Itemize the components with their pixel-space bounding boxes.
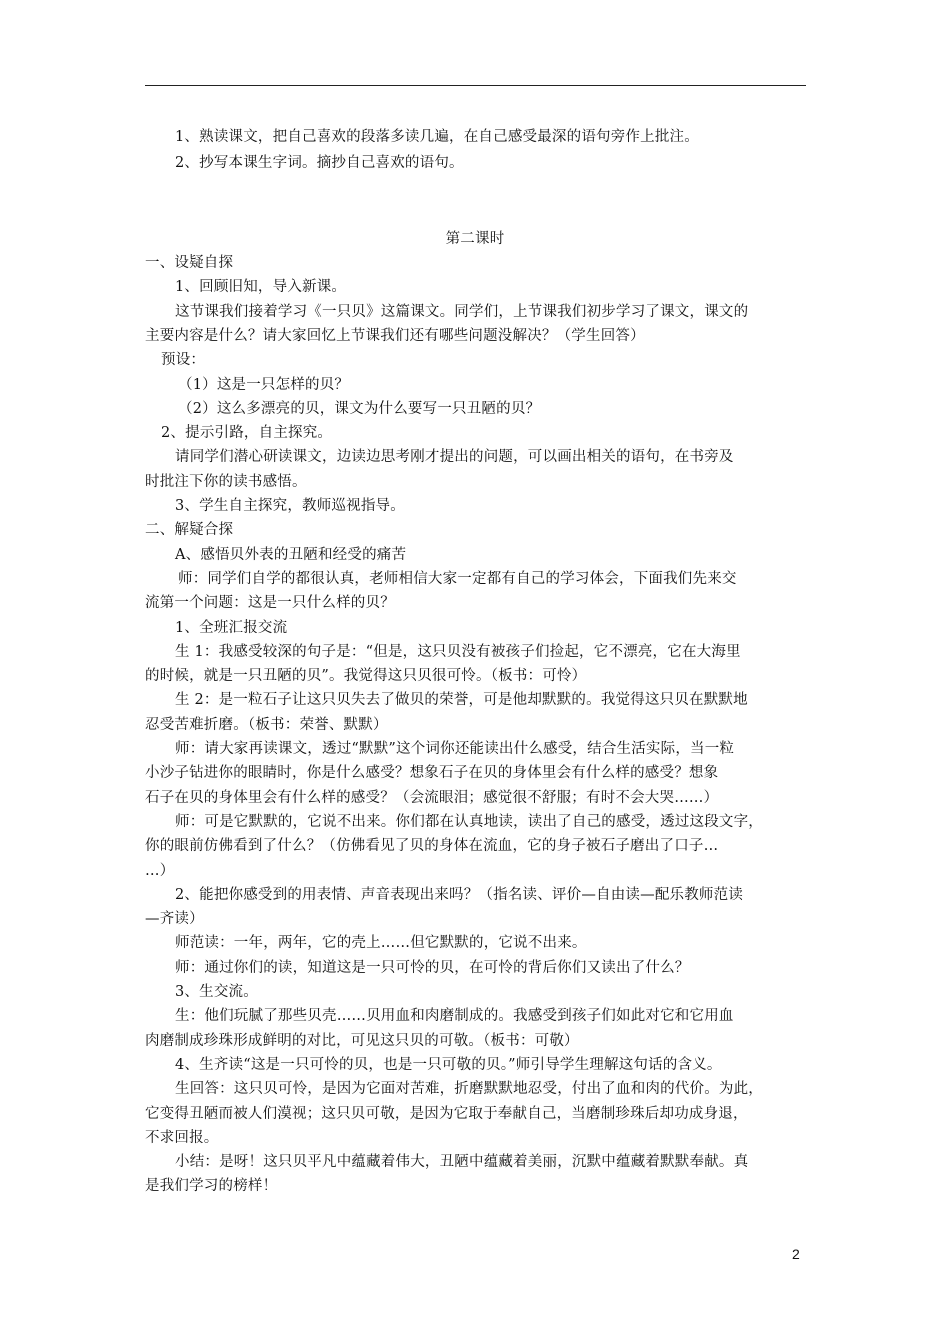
text-line: 3、学生自主探究，教师巡视指导。 [175, 498, 405, 514]
text-line: 生 2：是一粒石子让这只贝失去了做贝的荣誉，可是他却默默的。我觉得这只贝在默默地 [175, 692, 748, 708]
text-line: …） [145, 863, 175, 879]
text-line: 1、回顾旧知，导入新课。 [175, 279, 347, 295]
header-rule [145, 85, 806, 86]
text-line: 4、生齐读“这是一只可怜的贝，也是一只可敬的贝。”师引导学生理解这句话的含义。 [175, 1057, 722, 1073]
text-line: 石子在贝的身体里会有什么样的感受？（会流眼泪；感觉很不舒服；有时不会大哭……） [145, 790, 719, 806]
text-line: 的时候，就是一只丑陋的贝”。我觉得这只贝很可怜。（板书：可怜） [145, 668, 587, 684]
text-line: 2、提示引路，自主探究。 [161, 425, 333, 441]
text-line: 流第一个问题：这是一只什么样的贝？ [145, 595, 395, 611]
text-line: 二、解疑合探 [145, 522, 234, 538]
header-list-item: 2、抄写本课生字词。摘抄自己喜欢的语句。 [175, 155, 464, 171]
text-line: 1、全班汇报交流 [175, 620, 288, 636]
header-list-item: 1、熟读课文，把自己喜欢的段落多读几遍，在自己感受最深的语句旁作上批注。 [175, 129, 699, 145]
text-line: 生 1：我感受较深的句子是：“但是，这只贝没有被孩子们捡起，它不漂亮，它在大海里 [175, 644, 741, 660]
text-line: A、感悟贝外表的丑陋和经受的痛苦 [175, 547, 407, 563]
text-line: 师范读：一年，两年，它的壳上……但它默默的，它说不出来。 [175, 935, 587, 951]
text-line: 3、生交流。 [175, 984, 258, 1000]
text-line: 主要内容是什么？请大家回忆上节课我们还有哪些问题没解决？（学生回答） [145, 328, 645, 344]
text-line: 师：通过你们的读，知道这是一只可怜的贝，在可怜的背后你们又读出了什么？ [175, 960, 690, 976]
text-line: —齐读） [145, 911, 204, 927]
text-line: 请同学们潜心研读课文，边读边思考刚才提出的问题，可以画出相关的语句，在书旁及 [175, 449, 734, 465]
text-line: 师：请大家再读课文，透过“默默”这个词你还能读出什么感受，结合生活实际，当一粒 [175, 741, 735, 757]
text-line: 一、设疑自探 [145, 255, 234, 271]
text-line: 生：他们玩腻了那些贝壳……贝用血和肉磨制成的。我感受到孩子们如此对它和它用血 [175, 1008, 734, 1024]
text-line: 2、能把你感受到的用表情、声音表现出来吗？（指名读、评价—自由读—配乐教师范读 [175, 887, 744, 903]
text-line: 小结：是呀！这只贝平凡中蕴藏着伟大，丑陋中蕴藏着美丽，沉默中蕴藏着默默奉献。真 [175, 1154, 749, 1170]
text-line: 预设： [161, 352, 206, 368]
text-line: 小沙子钻进你的眼睛时，你是什么感受？想象石子在贝的身体里会有什么样的感受？想象 [145, 765, 719, 781]
text-line: 生回答：这只贝可怜，是因为它面对苦难，折磨默默地忍受，付出了血和肉的代价。为此， [175, 1081, 763, 1097]
text-line: 时批注下你的读书感悟。 [145, 474, 307, 490]
page-number: 2 [792, 1246, 800, 1262]
text-line: 这节课我们接着学习《一只贝》这篇课文。同学们，上节课我们初步学习了课文，课文的 [175, 304, 749, 320]
text-line: 忍受苦难折磨。（板书：荣誉、默默） [145, 717, 388, 733]
text-line: 不求回报。 [145, 1130, 219, 1146]
text-line: 肉磨制成珍珠形成鲜明的对比，可见这只贝的可敬。（板书：可敬） [145, 1033, 579, 1049]
text-line: 它变得丑陋而被人们漠视；这只贝可敬，是因为它取于奉献自己，当磨制珍珠后却功成身退， [145, 1106, 748, 1122]
text-line: 你的眼前仿佛看到了什么？（仿佛看见了贝的身体在流血，它的身子被石子磨出了口子… [145, 838, 719, 854]
text-line: 师：同学们自学的都很认真，老师相信大家一定都有自己的学习体会，下面我们先来交 [178, 571, 737, 587]
text-line: （2）这么多漂亮的贝，课文为什么要写一只丑陋的贝？ [178, 401, 541, 417]
text-line: 师：可是它默默的，它说不出来。你们都在认真地读，读出了自己的感受，透过这段文字， [175, 814, 763, 830]
text-line: 是我们学习的榜样！ [145, 1178, 278, 1194]
text-line: （1）这是一只怎样的贝？ [178, 377, 350, 393]
section-title: 第二课时 [445, 231, 505, 247]
